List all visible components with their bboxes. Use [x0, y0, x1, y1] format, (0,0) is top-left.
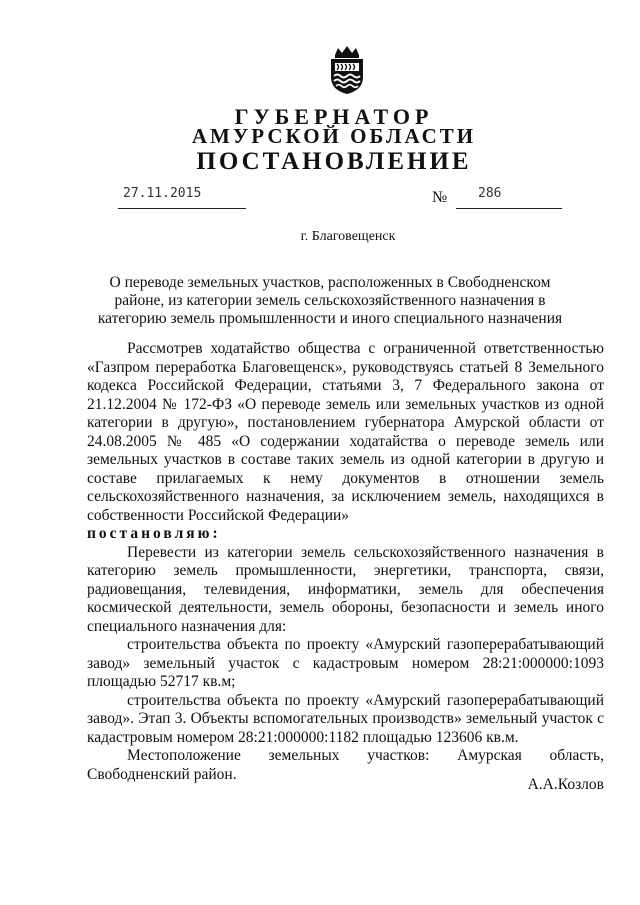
- header-title-region: АМУРСКОЙ ОБЛАСТИ: [191, 124, 477, 148]
- coat-of-arms-icon: [327, 45, 367, 95]
- body-paragraph: Местоположение земельных участков: Амурская область, Свободненский район.: [87, 747, 604, 783]
- body-paragraph: Перевести из категории земель сельскохозяйственного назначения в категорию земель промышленности, энергетики, транспорта, связи, радиовещания, телевидения, информатики, земель для обеспечения космической деятельности, земель обороны, безопасности и земель иного специального назначения для:: [87, 543, 604, 635]
- date-field: [118, 186, 246, 209]
- body-paragraph: строительства объекта по проекту «Амурский газоперерабатывающий завод» земельный участок с кадастровым номером 28:21:000000:1093 площадью 52717 кв.м;: [87, 636, 604, 690]
- decree-word: постановляю:: [87, 525, 221, 542]
- document-body: [87, 340, 604, 784]
- document-type-title: ПОСТАНОВЛЕНИЕ: [196, 148, 472, 175]
- body-paragraph: строительства объекта по проекту «Амурский газоперерабатывающий завод». Этап 3. Объекты вспомогательных производств» земельный участок с кадастровым номером 28:21:000000:1182 площадью 123606 кв.м.: [87, 691, 604, 746]
- signature-name: А.А.Козлов: [527, 776, 604, 793]
- number-field: [456, 186, 562, 209]
- preamble-paragraph: Рассмотрев ходатайство общества с ограниченной ответственностью «Газпром переработка Благовещенск», руководствуясь статьей 8 Земельного кодекса Российской Федерации, статьями 3, 7 Федерального закона от 21.12.2004 № 172-ФЗ «О переводе земель или земельных участков из одной категории в другую», постановлением губернатора Амурской области от 24.08.2005 № 485 «О содержании ходатайства о переводе земель или земельных участков в составе таких земель из одной категории в другую и составе прилагаемых к нему документов в отношении земель сельскохозяйственного назначения, за исключением земель, находящихся в собственности Российской Федерации»: [87, 340, 604, 524]
- number-sign: №: [432, 189, 448, 206]
- document-number: 286: [478, 186, 502, 201]
- city-line: г. Благовещенск: [300, 229, 396, 244]
- document-subject: О переводе земельных участков, расположенных в Свободненском районе, из категории земель сельскохозяйственного назначения в категорию земель промышленности и иного специального назначения: [97, 274, 563, 327]
- header-title-governor: ГУБЕРНАТОР: [234, 104, 434, 129]
- document-date: 27.11.2015: [123, 186, 202, 201]
